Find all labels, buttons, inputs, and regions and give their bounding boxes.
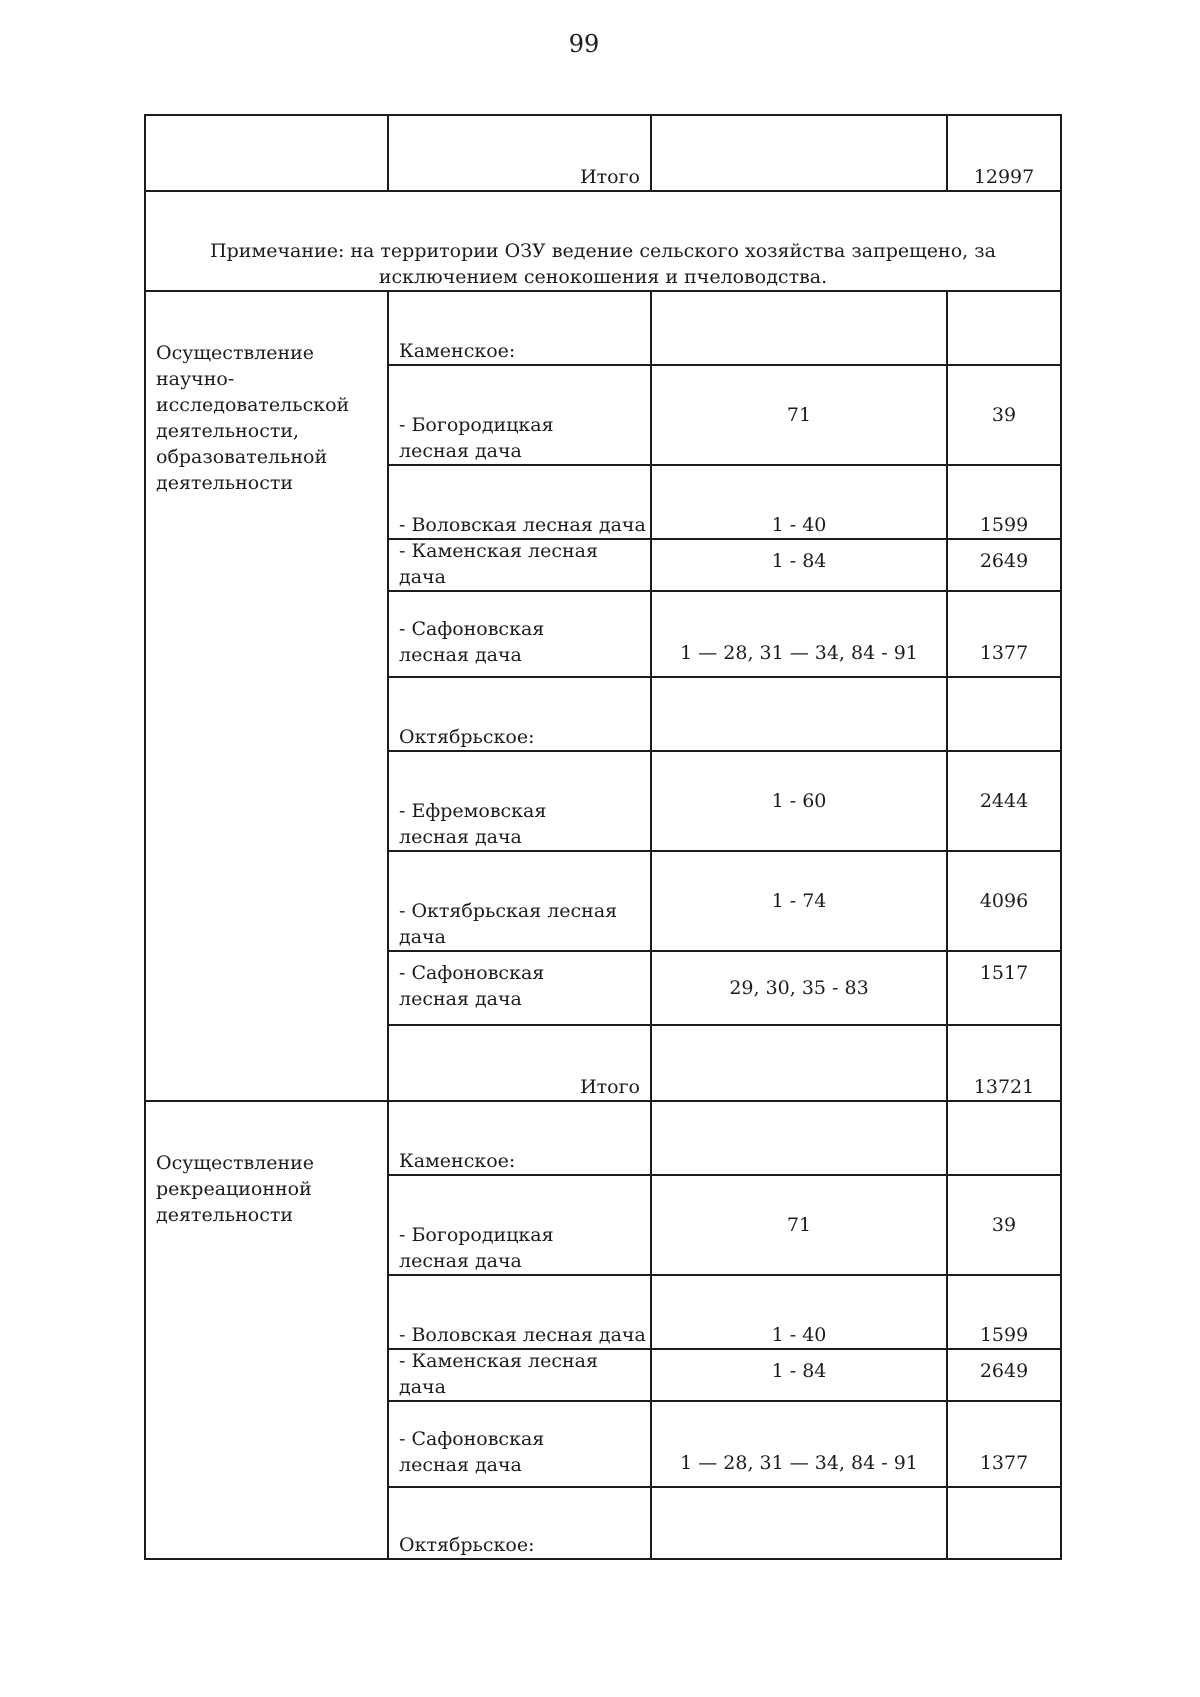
forest-name: - Богородицкая лесная дача (399, 414, 554, 462)
table-cell (650, 538, 946, 590)
forest-name: - Сафоновская лесная дача (399, 1428, 545, 1476)
table-cell (650, 1486, 946, 1560)
district-label: Октябрьское: (399, 726, 535, 748)
forest-name: - Богородицкая лесная дача (399, 1224, 554, 1272)
table-cell (650, 750, 946, 850)
table-cell (946, 1400, 1062, 1486)
area-value: 39 (991, 404, 1017, 426)
area-value: 2444 (979, 790, 1029, 812)
quarters-value: 1 - 60 (771, 790, 827, 812)
table-cell (144, 114, 387, 190)
table-cell (946, 1100, 1062, 1174)
forest-name: - Ефремовская лесная дача (399, 800, 547, 848)
total-label: Итого (580, 166, 640, 188)
quarters-value: 1 - 84 (771, 550, 827, 572)
area-value: 4096 (979, 890, 1029, 912)
table-cell (650, 590, 946, 676)
table-cell (650, 950, 946, 1024)
table-cell (387, 364, 650, 464)
quarters-value: 1 - 84 (771, 1360, 827, 1382)
table-cell (387, 850, 650, 950)
table-cell (946, 464, 1062, 538)
table-cell (387, 1348, 650, 1400)
table-cell (387, 538, 650, 590)
table-cell (387, 290, 650, 364)
forest-table (144, 114, 1062, 1560)
quarters-value: 1 — 28, 31 — 34, 84 - 91 (680, 642, 918, 664)
area-value: 39 (991, 1214, 1017, 1236)
table-cell (946, 538, 1062, 590)
quarters-value: 29, 30, 35 - 83 (729, 977, 869, 999)
forest-name: - Сафоновская лесная дача (399, 618, 545, 666)
table-cell (650, 1274, 946, 1348)
forest-name: - Каменская лесная дача (399, 1350, 598, 1398)
table-cell (650, 364, 946, 464)
area-value: 1599 (979, 514, 1029, 536)
table-cell (387, 950, 650, 1024)
note-text: Примечание: на территории ОЗУ ведение сельского хозяйства запрещено, за исключением сенокошения и пчеловодства. (210, 240, 996, 288)
activity-label: Осуществление научно-исследовательской деятельности, образовательной деятельности (156, 342, 350, 494)
table-cell (387, 590, 650, 676)
quarters-value: 71 (786, 404, 812, 426)
table-cell (387, 750, 650, 850)
quarters-value: 1 - 40 (771, 1324, 827, 1346)
table-cell (946, 750, 1062, 850)
table-cell (650, 676, 946, 750)
forest-name: - Октябрьская лесная дача (399, 900, 618, 948)
area-value: 1377 (979, 1452, 1029, 1474)
table-cell (650, 114, 946, 190)
table-cell (387, 1174, 650, 1274)
area-value: 1599 (979, 1324, 1029, 1346)
table-cell (387, 464, 650, 538)
table-cell (946, 1174, 1062, 1274)
table-cell (946, 676, 1062, 750)
table-cell (946, 1274, 1062, 1348)
table-cell (946, 590, 1062, 676)
total-area: 12997 (973, 166, 1035, 188)
table-cell (946, 364, 1062, 464)
table-cell (650, 464, 946, 538)
table-cell (650, 1400, 946, 1486)
forest-name: - Воловская лесная дача (399, 1324, 646, 1346)
area-value: 1517 (979, 962, 1029, 984)
quarters-value: 71 (786, 1214, 812, 1236)
forest-name: - Каменская лесная дача (399, 540, 598, 588)
table-cell (650, 1174, 946, 1274)
table-cell (946, 1024, 1062, 1100)
table-cell (387, 114, 650, 190)
table-cell (946, 850, 1062, 950)
table-cell (946, 1486, 1062, 1560)
table-cell (650, 1348, 946, 1400)
table-cell (946, 114, 1062, 190)
table-cell (650, 1024, 946, 1100)
table-cell (387, 676, 650, 750)
quarters-value: 1 — 28, 31 — 34, 84 - 91 (680, 1452, 918, 1474)
area-value: 2649 (979, 1360, 1029, 1382)
area-value: 1377 (979, 642, 1029, 664)
district-label: Каменское: (399, 1150, 516, 1172)
table-cell (650, 850, 946, 950)
total-area: 13721 (973, 1076, 1035, 1098)
table-cell (387, 1100, 650, 1174)
activity-cell (144, 1100, 387, 1560)
total-label: Итого (580, 1076, 640, 1098)
table-cell (650, 290, 946, 364)
activity-cell (144, 290, 387, 1100)
quarters-value: 1 - 40 (771, 514, 827, 536)
district-label: Каменское: (399, 340, 516, 362)
district-label: Октябрьское: (399, 1534, 535, 1556)
table-cell (387, 1486, 650, 1560)
forest-name: - Сафоновская лесная дача (399, 962, 545, 1010)
table-cell (946, 290, 1062, 364)
page-number: 99 (568, 30, 600, 58)
table-cell (946, 1348, 1062, 1400)
quarters-value: 1 - 74 (771, 890, 827, 912)
table-cell (387, 1274, 650, 1348)
forest-name: - Воловская лесная дача (399, 514, 646, 536)
table-cell (387, 1024, 650, 1100)
note-cell (144, 190, 1062, 290)
table-cell (650, 1100, 946, 1174)
table-cell (387, 1400, 650, 1486)
activity-label: Осуществление рекреационной деятельности (156, 1152, 315, 1226)
table-cell (946, 950, 1062, 1024)
area-value: 2649 (979, 550, 1029, 572)
